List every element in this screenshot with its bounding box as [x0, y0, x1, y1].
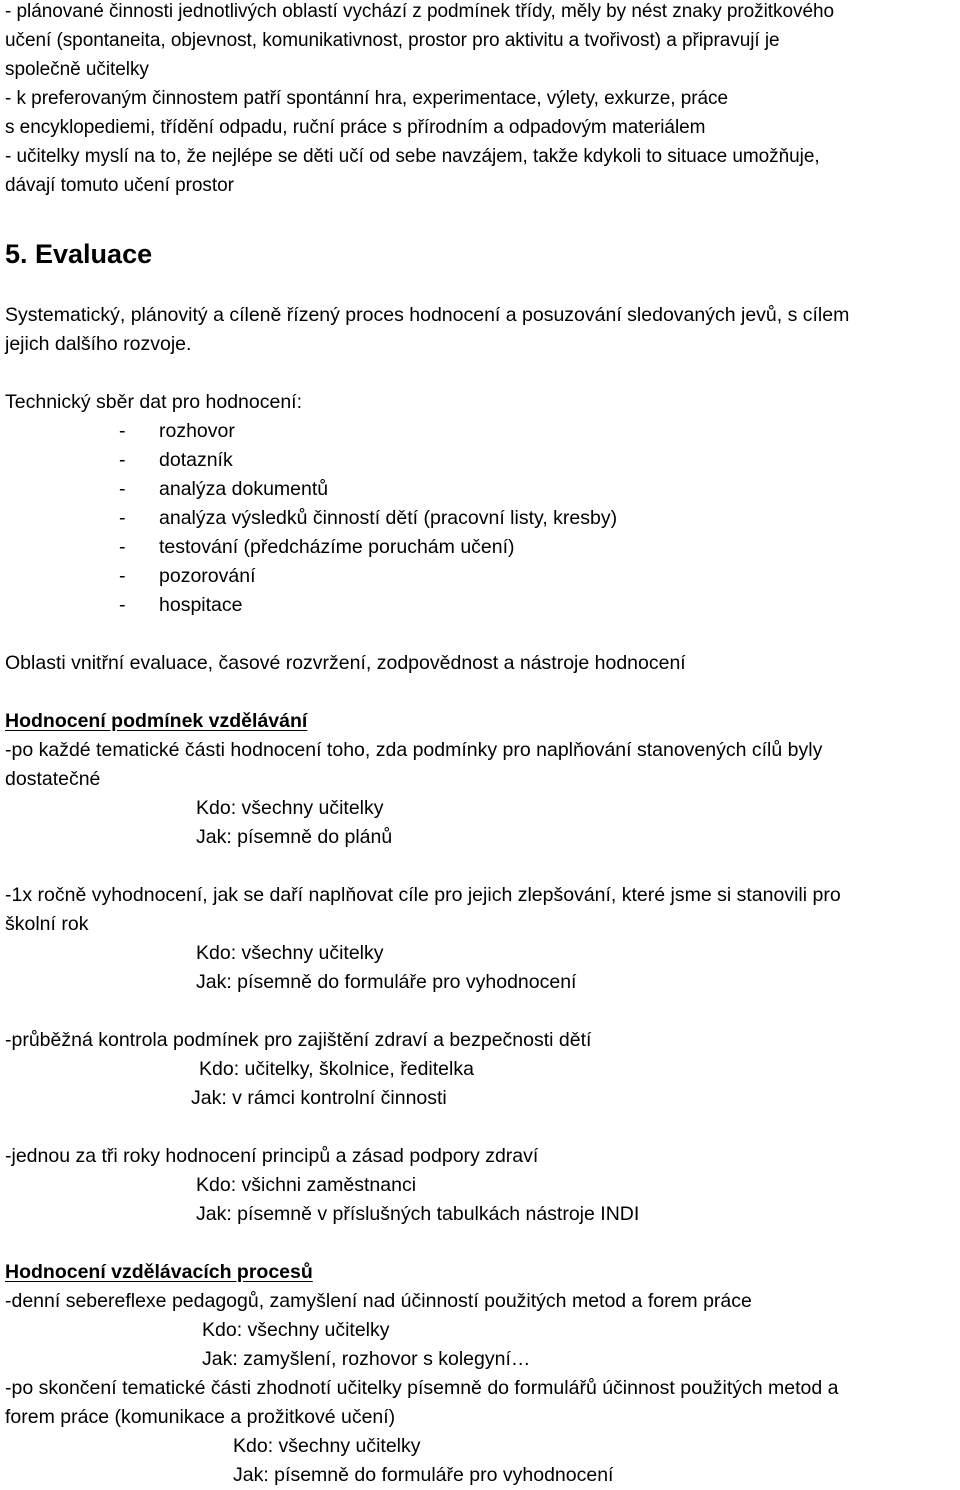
section-heading: 5. Evaluace — [5, 239, 153, 269]
list-item — [119, 533, 515, 562]
conditions-title: Hodnocení podmínek vzdělávání — [5, 710, 308, 732]
process-who: Kdo: všechny učitelky — [233, 1435, 421, 1457]
condition-text: -1x ročně vyhodnocení, jak se daří naplňovat cíle pro jejich zlepšování, které jsme si stanovili pro — [5, 884, 841, 906]
list-dash: - — [119, 449, 126, 471]
condition-who: Kdo: všechny učitelky — [196, 797, 384, 819]
list-item-label: testování (předcházíme poruchám učení) — [159, 536, 515, 558]
condition-who: Kdo: všichni zaměstnanci — [196, 1174, 417, 1196]
process-how: Jak: písemně do formuláře pro vyhodnocení — [233, 1464, 614, 1486]
list-dash: - — [119, 536, 126, 558]
list-item-label: dotazník — [159, 449, 233, 471]
process-text: -po skončení tematické části zhodnotí učitelky písemně do formulářů účinnost použitých metod a — [5, 1377, 839, 1399]
condition-how: Jak: v rámci kontrolní činnosti — [191, 1087, 447, 1109]
definition-line: jejich dalšího rozvoje. — [5, 333, 192, 355]
condition-text: dostatečné — [5, 768, 101, 790]
intro-line: společně učitelky — [5, 59, 149, 80]
condition-how: Jak: písemně v příslušných tabulkách nástroje INDI — [196, 1203, 640, 1225]
list-item — [119, 591, 242, 620]
list-item-label: hospitace — [159, 594, 243, 616]
condition-text: školní rok — [5, 913, 89, 935]
process-who: Kdo: všechny učitelky — [202, 1319, 390, 1341]
list-dash: - — [119, 565, 126, 587]
list-item — [119, 475, 328, 504]
list-dash: - — [119, 507, 126, 529]
list-dash: - — [119, 594, 126, 616]
list-item — [119, 504, 617, 533]
list-dash: - — [119, 478, 126, 500]
list-item-label: pozorování — [159, 565, 256, 587]
list-item-label: analýza dokumentů — [159, 478, 329, 500]
list-item — [119, 446, 233, 475]
process-how: Jak: zamyšlení, rozhovor s kolegyní… — [202, 1348, 531, 1370]
process-text: forem práce (komunikace a prožitkové učení) — [5, 1406, 396, 1428]
list-item-label: analýza výsledků činností dětí (pracovní listy, kresby) — [159, 507, 618, 529]
condition-text: -jednou za tři roky hodnocení principů a zásad podpory zdraví — [5, 1145, 539, 1167]
definition-line: Systematický, plánovitý a cíleně řízený proces hodnocení a posuzování sledovaných jevů, s cílem — [5, 304, 850, 326]
intro-line: učení (spontaneita, objevnost, komunikativnost, prostor pro aktivitu a tvořivost) a připravují je — [5, 30, 780, 51]
processes-title: Hodnocení vzdělávacích procesů — [5, 1261, 313, 1283]
intro-line: - plánované činnosti jednotlivých oblastí vychází z podmínek třídy, měly by nést znaky prožitkového — [5, 1, 835, 22]
collection-title: Technický sběr dat pro hodnocení: — [5, 391, 303, 413]
list-dash: - — [119, 420, 126, 442]
condition-how: Jak: písemně do formuláře pro vyhodnocení — [196, 971, 577, 993]
list-item — [119, 417, 235, 446]
condition-who: Kdo: všechny učitelky — [196, 942, 384, 964]
intro-line: dávají tomuto učení prostor — [5, 175, 234, 196]
condition-how: Jak: písemně do plánů — [196, 826, 393, 848]
list-item-label: rozhovor — [159, 420, 235, 442]
intro-line: - k preferovaným činnostem patří spontánní hra, experimentace, výlety, exkurze, práce — [5, 88, 729, 109]
intro-line: - učitelky myslí na to, že nejlépe se děti učí od sebe navzájem, takže kdykoli to situace umožňuje, — [5, 146, 820, 167]
intro-line: s encyklopediemi, třídění odpadu, ruční práce s přírodním a odpadovým materiálem — [5, 117, 706, 138]
condition-text: -průběžná kontrola podmínek pro zajištění zdraví a bezpečnosti dětí — [5, 1029, 592, 1051]
condition-text: -po každé tematické části hodnocení toho, zda podmínky pro naplňování stanovených cílů byly — [5, 739, 823, 761]
process-text: -denní sebereflexe pedagogů, zamyšlení nad účinností použitých metod a forem práce — [5, 1290, 752, 1312]
areas-title: Oblasti vnitřní evaluace, časové rozvržení, zodpovědnost a nástroje hodnocení — [5, 652, 686, 674]
list-item — [119, 562, 255, 591]
condition-who: Kdo: učitelky, školnice, ředitelka — [199, 1058, 474, 1080]
